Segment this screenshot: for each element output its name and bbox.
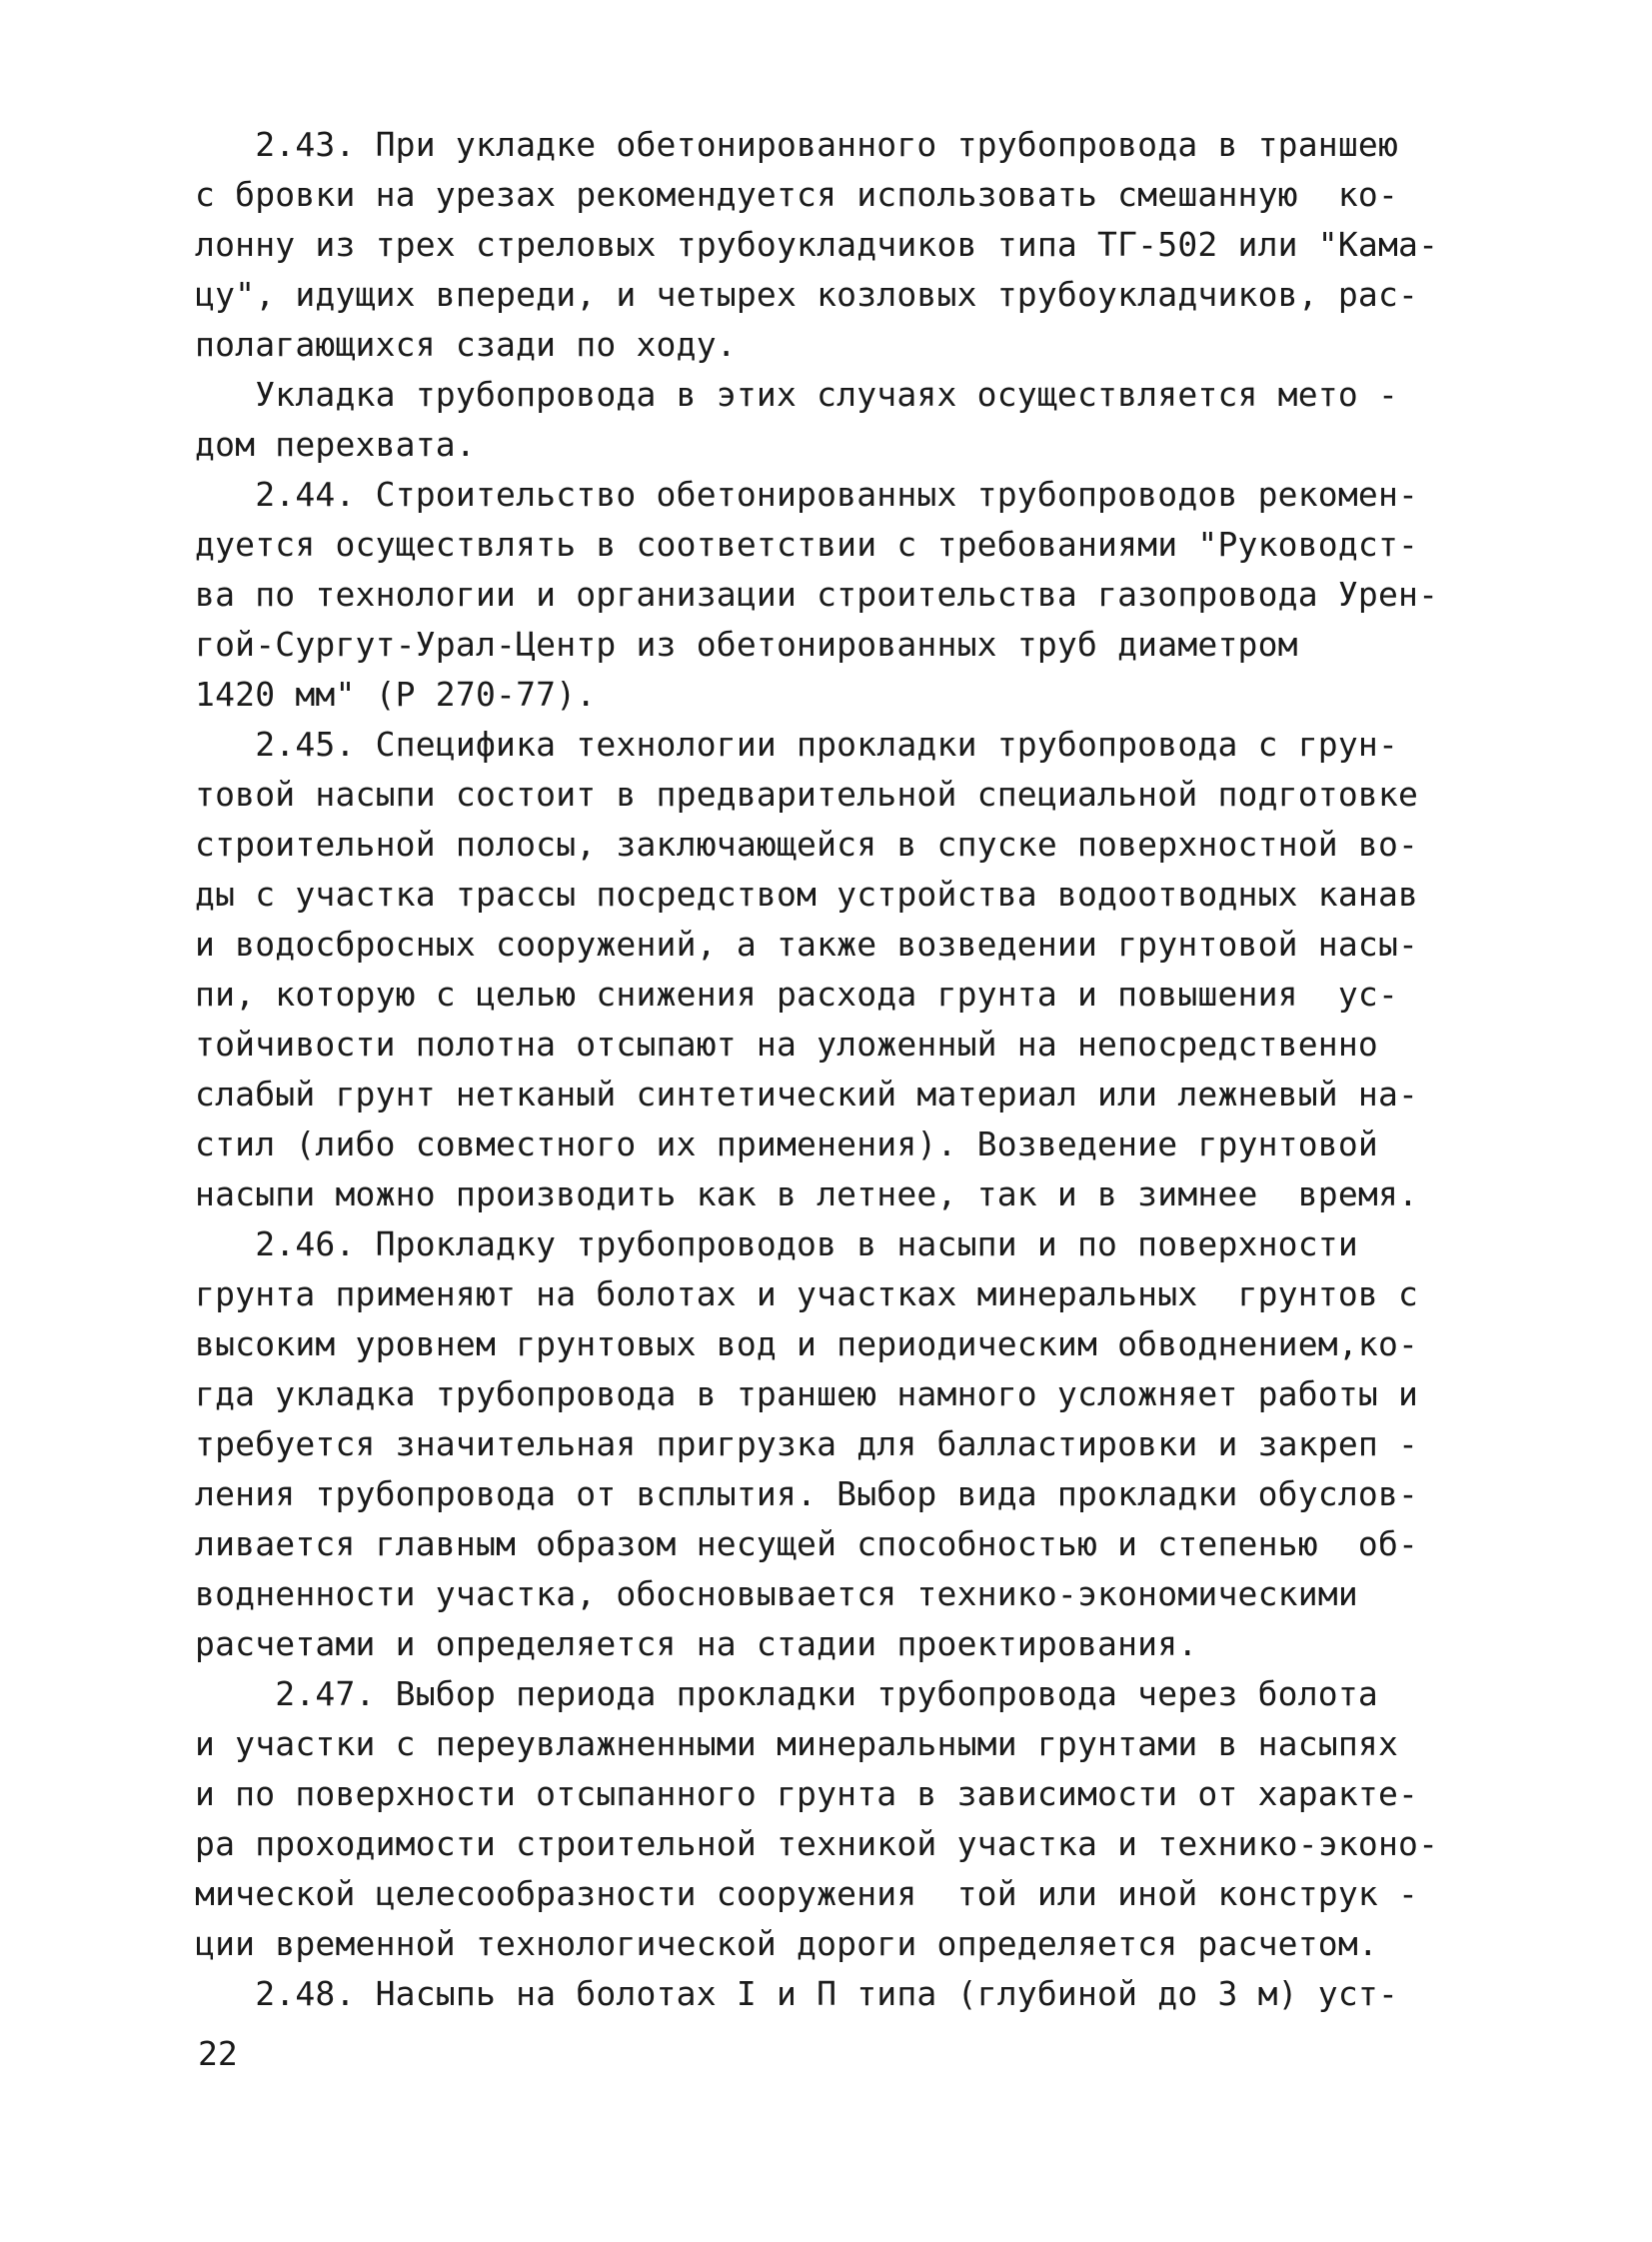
text-line: тойчивости полотна отсыпают на уложенный на непосредственно [195,1025,1378,1064]
text-line: товой насыпи состоит в предварительной специальной подготовке [195,775,1419,814]
text-line: полагающихся сзади по ходу. [195,325,737,364]
text-line: грунта применяют на болотах и участках минеральных грунтов с [195,1274,1419,1313]
text-line: с бровки на урезах рекомендуется использовать смешанную ко- [195,175,1399,214]
text-line: насыпи можно производить как в летнее, так и в зимнее время. [195,1174,1419,1213]
text-line: расчетами и определяется на стадии проектирования. [195,1624,1198,1663]
text-line: и водосбросных сооружений, а также возведении грунтовой насы- [195,925,1419,964]
text-line: ливается главным образом несущей способностью и степенью об- [195,1524,1419,1563]
text-line: требуется значительная пригрузка для балластировки и закреп - [195,1424,1419,1463]
text-line: ления трубопровода от всплытия. Выбор вида прокладки обуслов- [195,1474,1419,1513]
text-line: строительной полосы, заключающейся в спуске поверхностной во- [195,825,1419,864]
page-number: 22 [198,2034,238,2073]
text-line: и по поверхности отсыпанного грунта в зависимости от характе- [195,1774,1419,1813]
text-line: ции временной технологической дороги определяется расчетом. [195,1924,1378,1963]
text-line: ды с участка трассы посредством устройства водоотводных канав [195,875,1419,914]
text-line: 2.45. Специфика технологии прокладки трубопровода с грун- [195,725,1399,764]
text-line: водненности участка, обосновывается технико-экономическими [195,1574,1358,1613]
text-line: слабый грунт нетканый синтетический материал или лежневый на- [195,1075,1419,1114]
text-line: пи, которую с целью снижения расхода грунта и повышения ус- [195,975,1399,1014]
text-line: мической целесообразности сооружения той или иной конструк - [195,1874,1419,1913]
text-line: стил (либо совместного их применения). Возведение грунтовой [195,1124,1378,1163]
text-line: дуется осуществлять в соответствии с требованиями "Руководст- [195,525,1419,564]
text-line: лонну из трех стреловых трубоукладчиков типа ТГ-502 или "Кама- [195,225,1439,264]
text-line: 2.43. При укладке обетонированного трубопровода в траншею [195,125,1399,164]
body-text [195,120,1454,2019]
text-line: дом перехвата. [195,425,476,464]
text-line: и участки с переувлажненными минеральными грунтами в насыпях [195,1724,1399,1763]
text-line: ва по технологии и организации строительства газопровода Урен- [195,575,1439,614]
text-line: 1420 мм" (Р 270-77). [195,675,597,714]
text-line: 2.44. Строительство обетонированных трубопроводов рекомен- [195,475,1419,514]
text-line: гой-Сургут-Урал-Центр из обетонированных труб диаметром [195,625,1298,664]
text-line: цу", идущих впереди, и четырех козловых трубоукладчиков, рас- [195,275,1419,314]
text-line: Укладка трубопровода в этих случаях осуществляется мето - [195,375,1399,414]
text-line: гда укладка трубопровода в траншею намного усложняет работы и [195,1374,1419,1413]
text-line: ра проходимости строительной техникой участка и технико-эконо- [195,1824,1439,1863]
text-line: 2.47. Выбор периода прокладки трубопровода через болота [195,1674,1378,1713]
text-line: высоким уровнем грунтовых вод и периодическим обводнением,ко- [195,1324,1419,1363]
text-line: 2.48. Насыпь на болотах I и П типа (глубиной до 3 м) уст- [195,1974,1399,2013]
text-line: 2.46. Прокладку трубопроводов в насыпи и по поверхности [195,1224,1358,1263]
